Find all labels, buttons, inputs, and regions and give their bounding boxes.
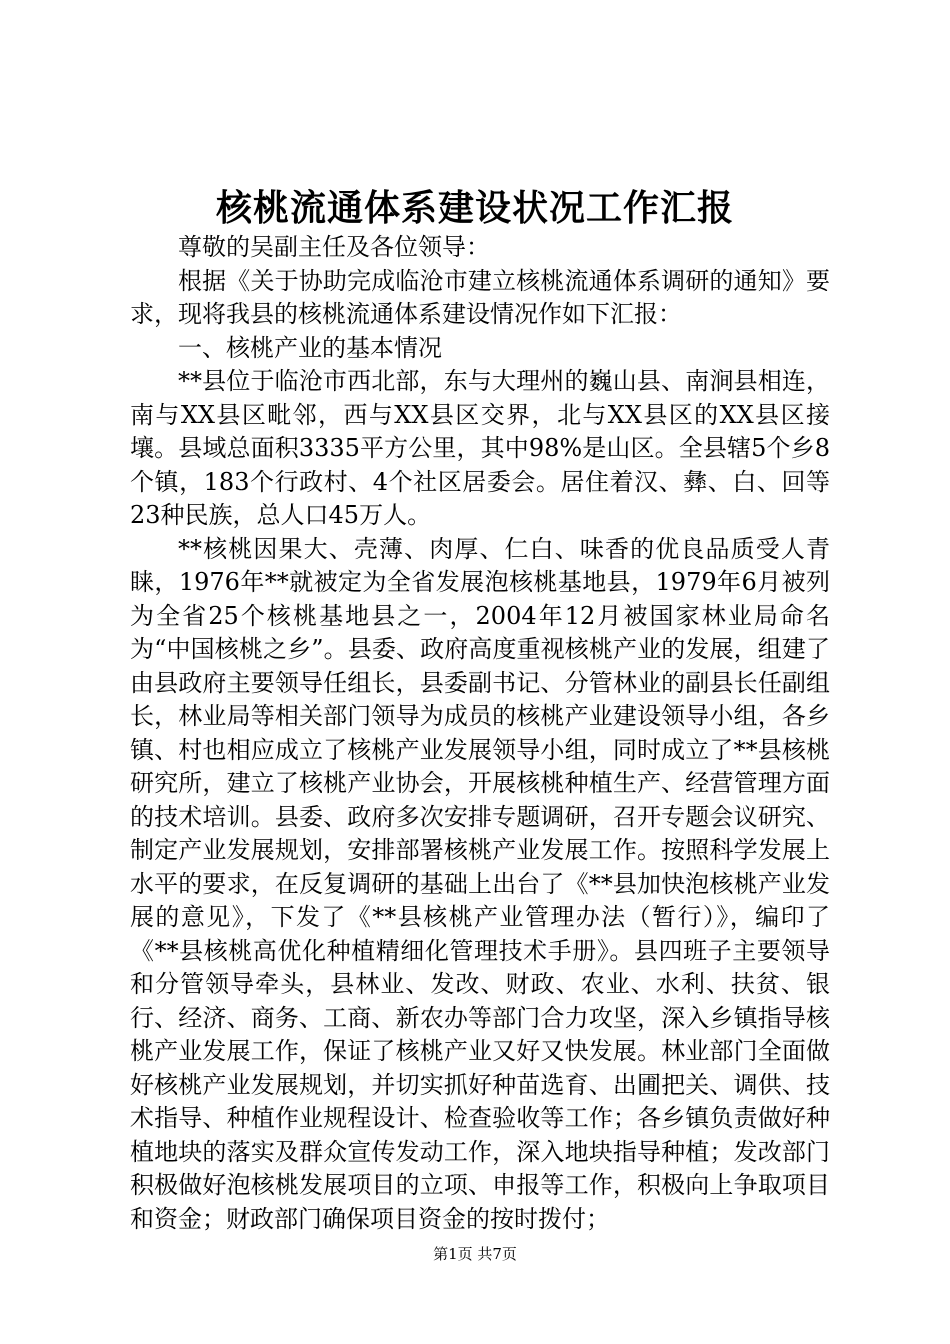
page-number-footer: 第1页 共7页 [433,1245,517,1263]
county-overview-paragraph: **县位于临沧市西北部，东与大理州的巍山县、南涧县相连，南与XX县区毗邻，西与XX县区交界，北与XX县区的XX县区接壤。县域总面积3335平方公里，其中98%是山区。全县辖5个乡8个镇，183个行政村、4个社区居委会。居住着汉、彝、白、回等23种民族，总人口45万人。 [130,367,830,529]
document-title: 核桃流通体系建设状况工作汇报 [215,187,734,229]
intro-paragraph: 根据《关于协助完成临沧市建立核桃流通体系调研的通知》要求，现将我县的核桃流通体系建设情况作如下汇报： [130,266,830,328]
section-heading: 一、核桃产业的基本情况 [178,333,442,362]
walnut-industry-paragraph: **核桃因果大、壳薄、肉厚、仁白、味香的优良品质受人青睐，1976年**就被定为全省发展泡核桃基地县，1979年6月被列为全省25个核桃基地县之一，2004年12月被国家林业局命名为“中国核桃之乡”。县委、政府高度重视核桃产业的发展，组建了由县政府主要领导任组长，县委副书记、分管林业的副县长任副组长，林业局等相关部门领导为成员的核桃产业建设领导小组，各乡镇、村也相应成立了核桃产业发展领导小组，同时成立了**县核桃研究所，建立了核桃产业协会，开展核桃种植生产、经营管理方面的技术培训。县委、政府多次安排专题调研，召开专题会议研究、制定产业发展规划，安排部署核桃产业发展工作。按照科学发展上水平的要求，在反复调研的基础上出台了《**县加快泡核桃产业发展的意见》，下发了《**县核桃产业管理办法（暂行）》，编印了《**县核桃高优化种植精细化管理技术手册》。县四班子主要领导和分管领导牵头，县林业、发改、财政、农业、水利、扶贫、银行、经济、商务、工商、新农办等部门合力攻坚，深入乡镇指导核桃产业发展工作，保证了核桃产业又好又快发展。林业部门全面做好核桃产业发展规划，并切实抓好种苗选育、出圃把关、调供、技术指导、种植作业规程设计、检查验收等工作；各乡镇负责做好种植地块的落实及群众宣传发动工作，深入地块指导种植；发改部门积极做好泡核桃发展项目的立项、申报等工作，积极向上争取项目和资金；财政部门确保项目资金的按时拨付； [130,534,830,1233]
document-body [130,231,830,1236]
salutation: 尊敬的吴副主任及各位领导： [178,233,490,261]
